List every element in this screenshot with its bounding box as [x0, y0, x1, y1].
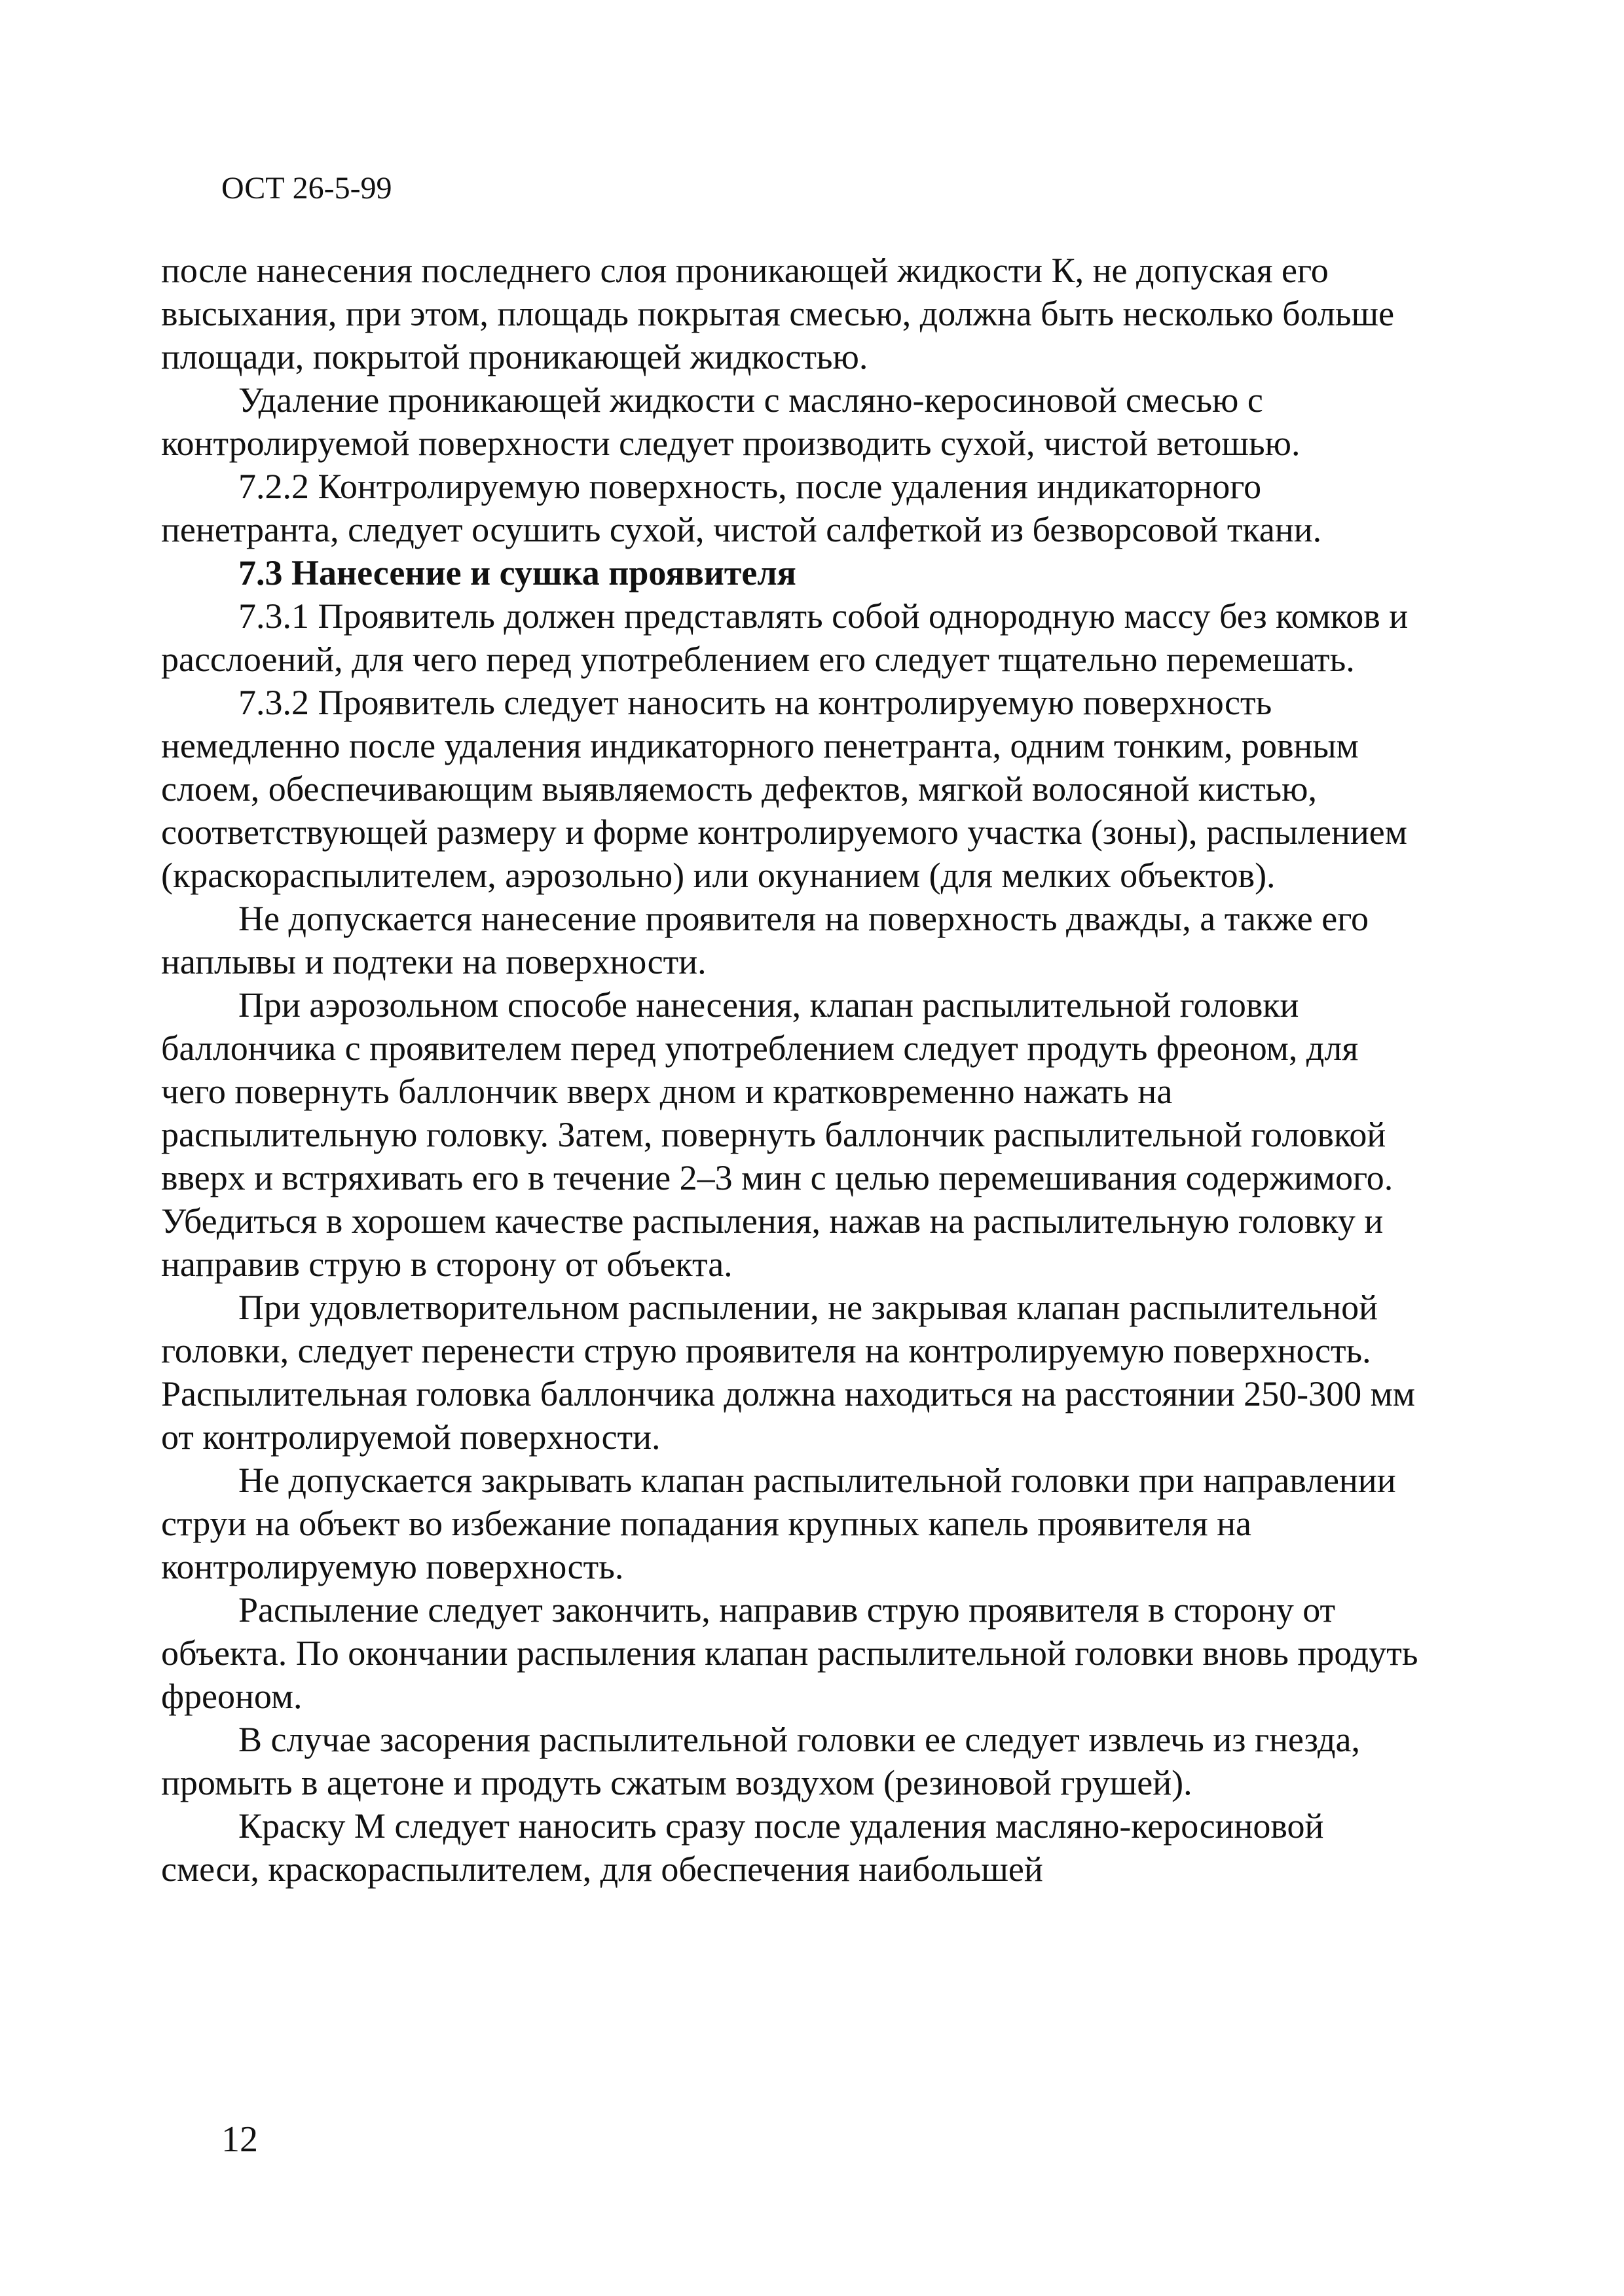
document-body: [161, 249, 1428, 1891]
paragraph: Распыление следует закончить, направив струю проявителя в сторону от объекта. По окончании распыления клапан распылительной головки вновь продуть фреоном.: [161, 1590, 1418, 1716]
section-heading-7-3: 7.3 Нанесение и сушка проявителя: [238, 553, 796, 592]
paragraph: Удаление проникающей жидкости с масляно-керосиновой смесью с контролируемой поверхности следует производить сухой, чистой ветошью.: [161, 380, 1301, 463]
paragraph-7-3-2: 7.3.2 Проявитель следует наносить на контролируемую поверхность немедленно после удаления индикаторного пенетранта, одним тонким, ровным слоем, обеспечивающим выявляемость дефектов, мягкой волосяной кистью, соответствующей размеру и форме контролируемого участка (зоны), распылением (краскораспылителем, аэрозольно) или окунанием (для мелких объектов).: [161, 683, 1407, 895]
paragraph: Не допускается закрывать клапан распылительной головки при направлении струи на объект во избежание попадания крупных капель проявителя на контролируемую поверхность.: [161, 1461, 1396, 1586]
paragraph: При аэрозольном способе нанесения, клапан распылительной головки баллончика с проявителем перед употреблением следует продуть фреоном, для чего повернуть баллончик вверх дном и кратковременно нажать на распылительную головку. Затем, повернуть баллончик распылительной головкой вверх и встряхивать его в течение 2–3 мин с целью перемешивания содержимого. Убедиться в хорошем качестве распыления, нажав на распылительную головку и направив струю в сторону от объекта.: [161, 985, 1393, 1284]
paragraph: При удовлетворительном распылении, не закрывая клапан распылительной головки, следует перенести струю проявителя на контролируемую поверхность. Распылительная головка баллончика должна находиться на расстоянии 250-300 мм от контролируемой поверхности.: [161, 1288, 1415, 1457]
paragraph-7-2-2: 7.2.2 Контролируемую поверхность, после удаления индикаторного пенетранта, следует осушить сухой, чистой салфеткой из безворсовой ткани.: [161, 467, 1322, 549]
paragraph: В случае засорения распылительной головки ее следует извлечь из гнезда, промыть в ацетоне и продуть сжатым воздухом (резиновой грушей).: [161, 1720, 1360, 1802]
document-code: ОСТ 26-5-99: [221, 171, 392, 206]
paragraph: Не допускается нанесение проявителя на поверхность дважды, а также его наплывы и подтеки на поверхности.: [161, 899, 1369, 981]
paragraph-continuation: после нанесения последнего слоя проникающей жидкости К, не допуская его высыхания, при этом, площадь покрытая смесью, должна быть несколько больше площади, покрытой проникающей жидкостью.: [161, 251, 1395, 376]
paragraph-7-3-1: 7.3.1 Проявитель должен представлять собой однородную массу без комков и расслоений, для чего перед употреблением его следует тщательно перемешать.: [161, 596, 1409, 679]
paragraph: Краску М следует наносить сразу после удаления масляно-керосиновой смеси, краскораспылителем, для обеспечения наибольшей: [161, 1806, 1324, 1889]
page-number: 12: [221, 2119, 258, 2160]
